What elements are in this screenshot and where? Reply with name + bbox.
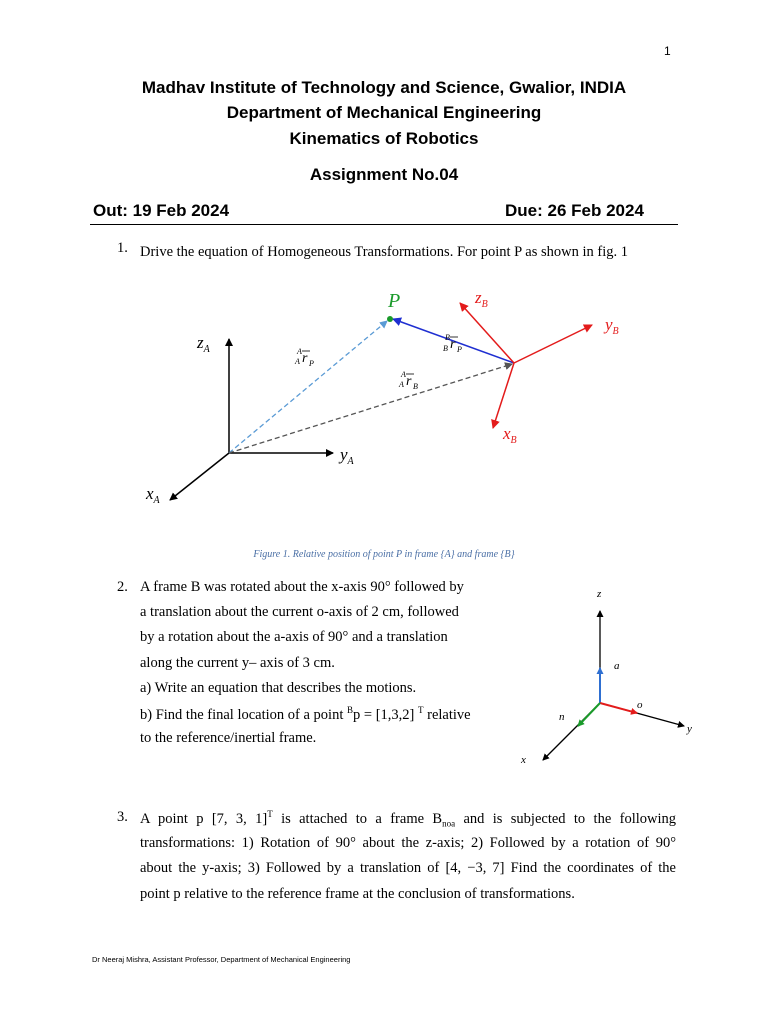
figure-2 (500, 580, 720, 770)
svg-text:A: A (401, 370, 406, 379)
label-rP-in-A (294, 347, 314, 368)
frame-a-x-axis (170, 453, 229, 500)
label-yB: $y_B$ (605, 315, 619, 337)
label-zB: $z_B$ (475, 288, 488, 310)
course-title: Kinematics of Robotics (289, 129, 479, 148)
svg-text:A: A (297, 347, 302, 356)
frame-b-z-axis (460, 303, 514, 363)
q1-number: 1. (117, 240, 128, 256)
point-p-label: P (388, 290, 401, 312)
svg-text:A: A (399, 380, 404, 389)
q2-last-line: to the reference/inertial frame. (140, 730, 317, 746)
q3-line-4: point p relative to the reference frame at the conclusion of transformations. (140, 886, 575, 902)
q3-line-2: transformations: 1) Rotation of 90° about the z-axis; 2) Followed by a rotation of 90° (140, 835, 676, 851)
q2-part-b: b) Find the final location of a point $^B$p = [1,3,2] $^T$ relative (140, 705, 471, 723)
fig2-label-z: z (597, 588, 602, 600)
svg-text:r: r (406, 374, 412, 389)
fig2-label-a: a (614, 660, 620, 672)
q2-line-3: by a rotation about the a-axis of 90° and a translation (140, 629, 448, 645)
q1-text: Drive the equation of Homogeneous Transformations. For point P as shown in fig. 1 (140, 244, 628, 260)
q3-line-1: A point p [7, 3, 1]$^T$ is attached to a frame $B_{noa}$ and is subjected to the following (140, 809, 677, 829)
fig2-label-y: y (687, 723, 692, 735)
figure-1 (0, 270, 768, 550)
due-date: Due: 26 Feb 2024 (505, 201, 644, 220)
svg-text:r: r (450, 337, 456, 352)
header-divider (90, 224, 678, 225)
svg-text:B: B (443, 344, 448, 353)
fig2-label-n: n (559, 711, 565, 723)
assignment-title: Assignment No.04 (309, 165, 459, 184)
q2-part-a: a) Write an equation that describes the motions. (140, 680, 417, 696)
frame-b-x-axis (493, 363, 514, 428)
institute-title: Madhav Institute of Technology and Science, Gwalior, INDIA (141, 78, 627, 97)
fig2-o-axis (600, 703, 637, 713)
svg-text:B: B (445, 333, 450, 342)
vector-rP-in-A (229, 321, 387, 453)
q2-number: 2. (117, 579, 128, 595)
vector-rB-in-A (229, 364, 512, 453)
q2-line-2: a translation about the current o-axis of 2 cm, followed (140, 604, 459, 620)
q2-line-4: along the current y– axis of 3 cm. (140, 655, 335, 671)
svg-text:P: P (309, 359, 314, 368)
svg-text:A: A (295, 357, 300, 366)
out-date: Out: 19 Feb 2024 (93, 201, 230, 220)
q2-line-1: A frame B was rotated about the x-axis 90° followed by (140, 579, 464, 595)
point-p-marker (387, 316, 393, 322)
svg-text:P: P (457, 345, 462, 354)
footer: Dr Neeraj Mishra, Assistant Professor, Department of Mechanical Engineering (92, 955, 351, 964)
label-xB: $x_B$ (503, 424, 517, 446)
fig2-n-axis (578, 703, 600, 726)
svg-text:B: B (413, 382, 418, 391)
q3-line-3: about the y-axis; 3) Followed by a translation of [4, −3, 7] Find the coordinates of the (140, 860, 676, 876)
label-rB-in-A (398, 370, 418, 391)
svg-text:r: r (302, 351, 308, 366)
label-zA: $z_A$ (197, 333, 210, 355)
label-xA: $x_A$ (146, 484, 160, 506)
figure-1-caption: Figure 1. Relative position of point P in frame {A} and frame {B} (253, 549, 515, 560)
fig2-label-x: x (521, 754, 526, 766)
fig2-label-o: o (637, 699, 643, 711)
frame-b-y-axis (514, 325, 592, 363)
department-title: Department of Mechanical Engineering (226, 103, 542, 122)
q3-number: 3. (117, 809, 128, 825)
page-number: 1 (664, 44, 671, 58)
label-yA: $y_A$ (340, 445, 354, 467)
